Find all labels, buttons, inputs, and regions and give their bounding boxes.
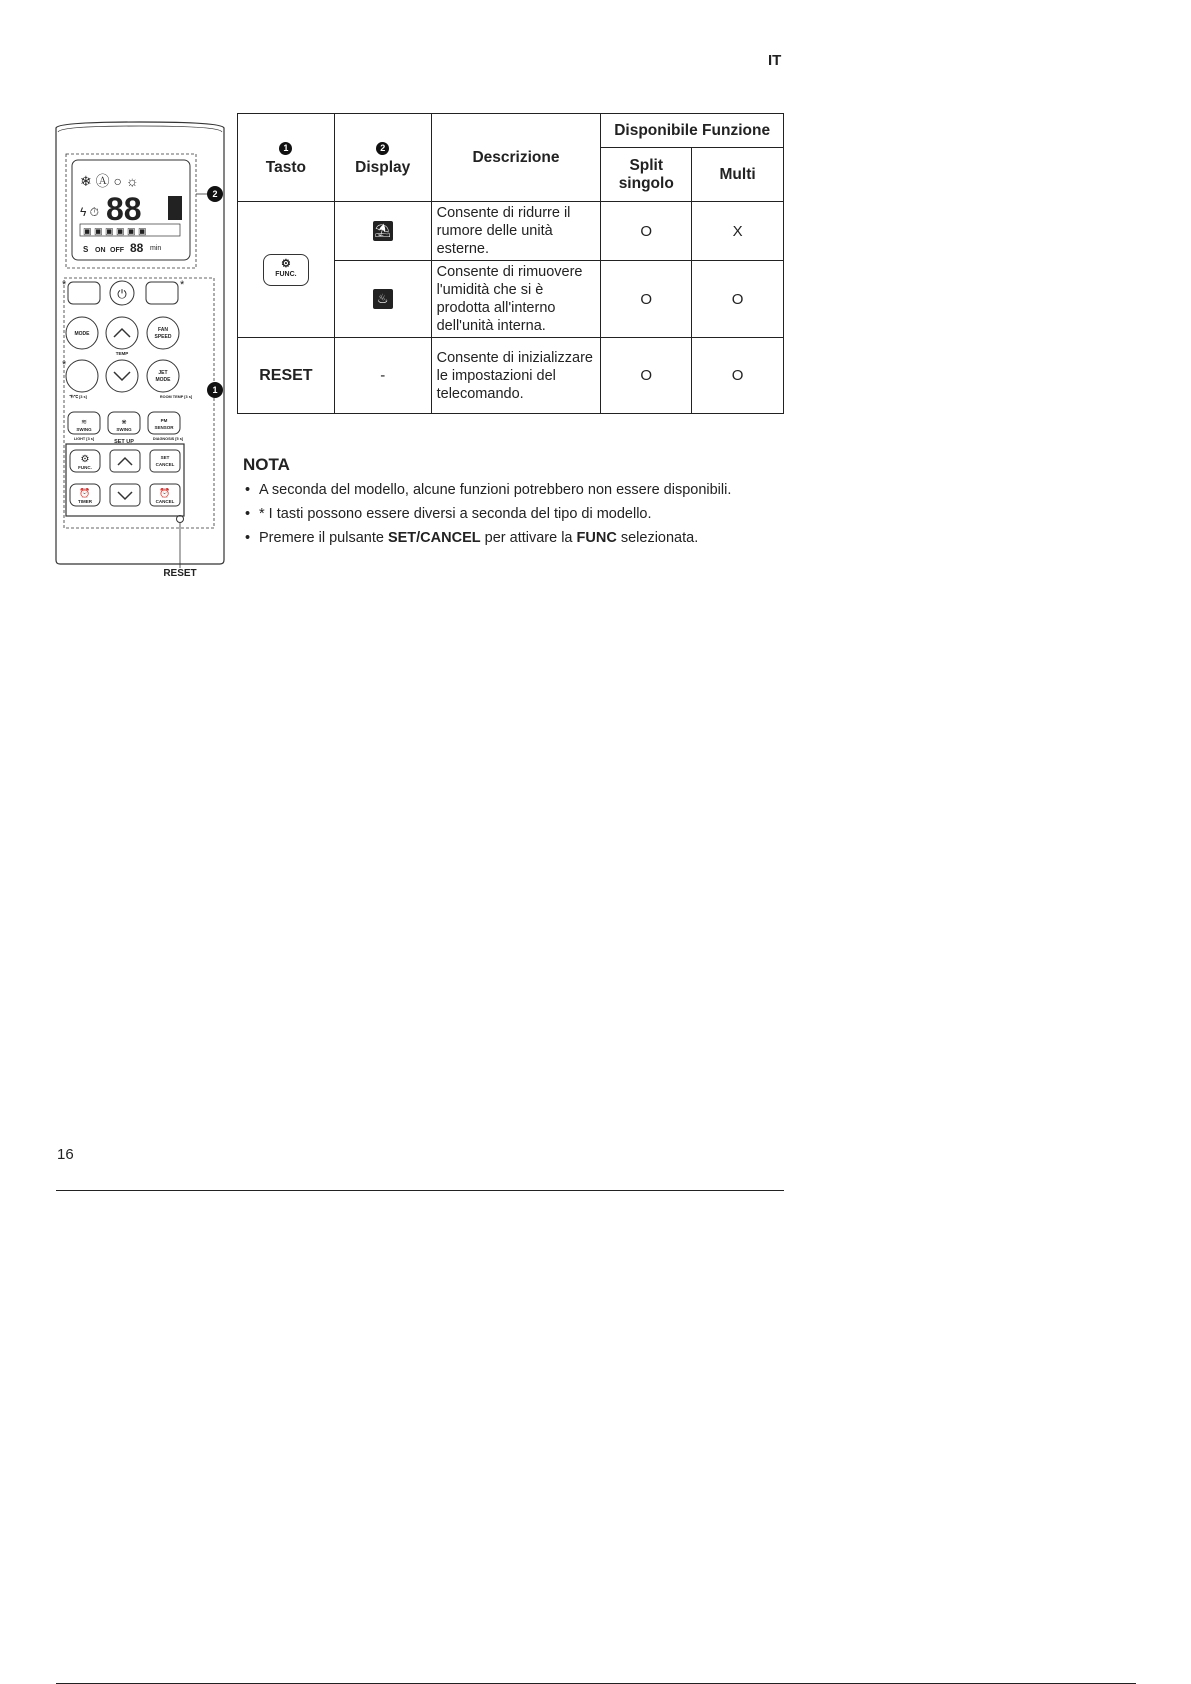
table-row [238,202,784,261]
svg-text:⚙: ⚙ [80,454,90,465]
header-disponibile: Disponibile Funzione [601,114,784,148]
gear-icon: ⚙ [280,257,291,270]
display-cell [334,202,431,261]
function-table [237,113,784,414]
svg-text:⋇: ⋇ [121,419,127,426]
svg-text:⏻: ⏻ [117,287,127,301]
list-item: • * I tasti possono essere diversi a seconda del tipo di modello. [243,502,731,526]
svg-text:S: S [83,245,89,254]
language-code: IT [768,52,782,69]
low-noise-icon: ⛱ [373,221,393,241]
multi-cell: O [692,261,784,338]
nota-heading: NOTA [243,455,290,474]
svg-text:JET: JET [158,370,168,376]
list-item: • A seconda del modello, alcune funzioni potrebbero non essere disponibili. [243,478,731,502]
split-cell: O [601,261,692,338]
svg-text:CANCEL: CANCEL [155,462,175,467]
svg-text:MODE: MODE [155,377,171,383]
svg-text:PM: PM [160,418,168,423]
divider [56,1190,784,1191]
header-display: 2 Display [334,114,431,202]
description-cell: Consente di inizializzare le impostazioni del telecomando. [431,338,601,414]
svg-text:FAN: FAN [158,327,168,333]
svg-text:2: 2 [212,189,218,199]
nota-list [243,478,731,550]
svg-text:SWING: SWING [116,427,132,432]
svg-text:SENSOR: SENSOR [154,425,174,430]
svg-text:ON: ON [95,247,106,254]
svg-text:SET: SET [160,455,170,460]
description-cell: Consente di rimuovere l'umidità che si è prodotta all'interno dell'unità interna. [431,261,601,338]
svg-text:SPEED: SPEED [154,334,172,340]
split-cell: O [601,338,692,414]
svg-text:CANCEL: CANCEL [155,499,175,504]
svg-text:88: 88 [130,241,144,255]
svg-text:≋: ≋ [81,419,87,426]
multi-cell: X [692,202,784,261]
svg-text:DIAGNOSIS [5 s]: DIAGNOSIS [5 s] [152,437,184,441]
svg-text:⏰: ⏰ [79,488,91,498]
header-multi: Multi [692,148,784,202]
svg-text:TIMER: TIMER [78,499,92,504]
svg-text:min: min [150,245,162,252]
svg-text:LIGHT [3 s]: LIGHT [3 s] [73,437,95,441]
svg-text:ϟ ⏱: ϟ ⏱ [80,205,100,219]
svg-text:MODE: MODE [74,331,90,337]
svg-text:TEMP: TEMP [115,351,129,356]
svg-text:ROOM TEMP [3 s]: ROOM TEMP [3 s] [159,395,193,399]
svg-text:*: * [180,279,185,291]
reset-key-cell: RESET [238,338,335,414]
header-descrizione: Descrizione [431,114,601,202]
svg-text:℉/℃ [3 s]: ℉/℃ [3 s] [69,395,87,399]
svg-text:❄ Ⓐ ○ ☼: ❄ Ⓐ ○ ☼ [80,173,139,189]
svg-text:⏰: ⏰ [159,488,171,498]
svg-text:1: 1 [212,385,218,395]
remote-control-illustration [50,120,230,585]
svg-text:OFF: OFF [110,247,124,254]
display-cell [334,261,431,338]
description-cell: Consente di ridurre il rumore delle unità esterne. [431,202,601,261]
svg-text:▣ ▣ ▣ ▣ ▣ ▣: ▣ ▣ ▣ ▣ ▣ ▣ [83,226,147,236]
multi-cell: O [692,338,784,414]
list-item: • Premere il pulsante SET/CANCEL per attivare la FUNC selezionata. [243,526,731,550]
svg-text:*: * [62,279,67,291]
dry-clean-icon: ♨ [373,289,393,309]
func-button-icon: ⚙ FUNC. [263,254,309,286]
display-cell: - [334,338,431,414]
header-split: Split singolo [601,148,692,202]
svg-text:SET UP: SET UP [114,439,134,445]
display-digits: 88 [106,191,142,227]
svg-text:SWING: SWING [76,427,92,432]
reset-label: RESET [163,568,197,579]
svg-text:*: * [62,359,67,371]
svg-text:FUNC.: FUNC. [78,465,92,470]
table-row [238,338,784,414]
page-number: 16 [57,1146,74,1163]
func-key-cell [238,202,335,338]
header-tasto: 1 Tasto [238,114,335,202]
split-cell: O [601,202,692,261]
